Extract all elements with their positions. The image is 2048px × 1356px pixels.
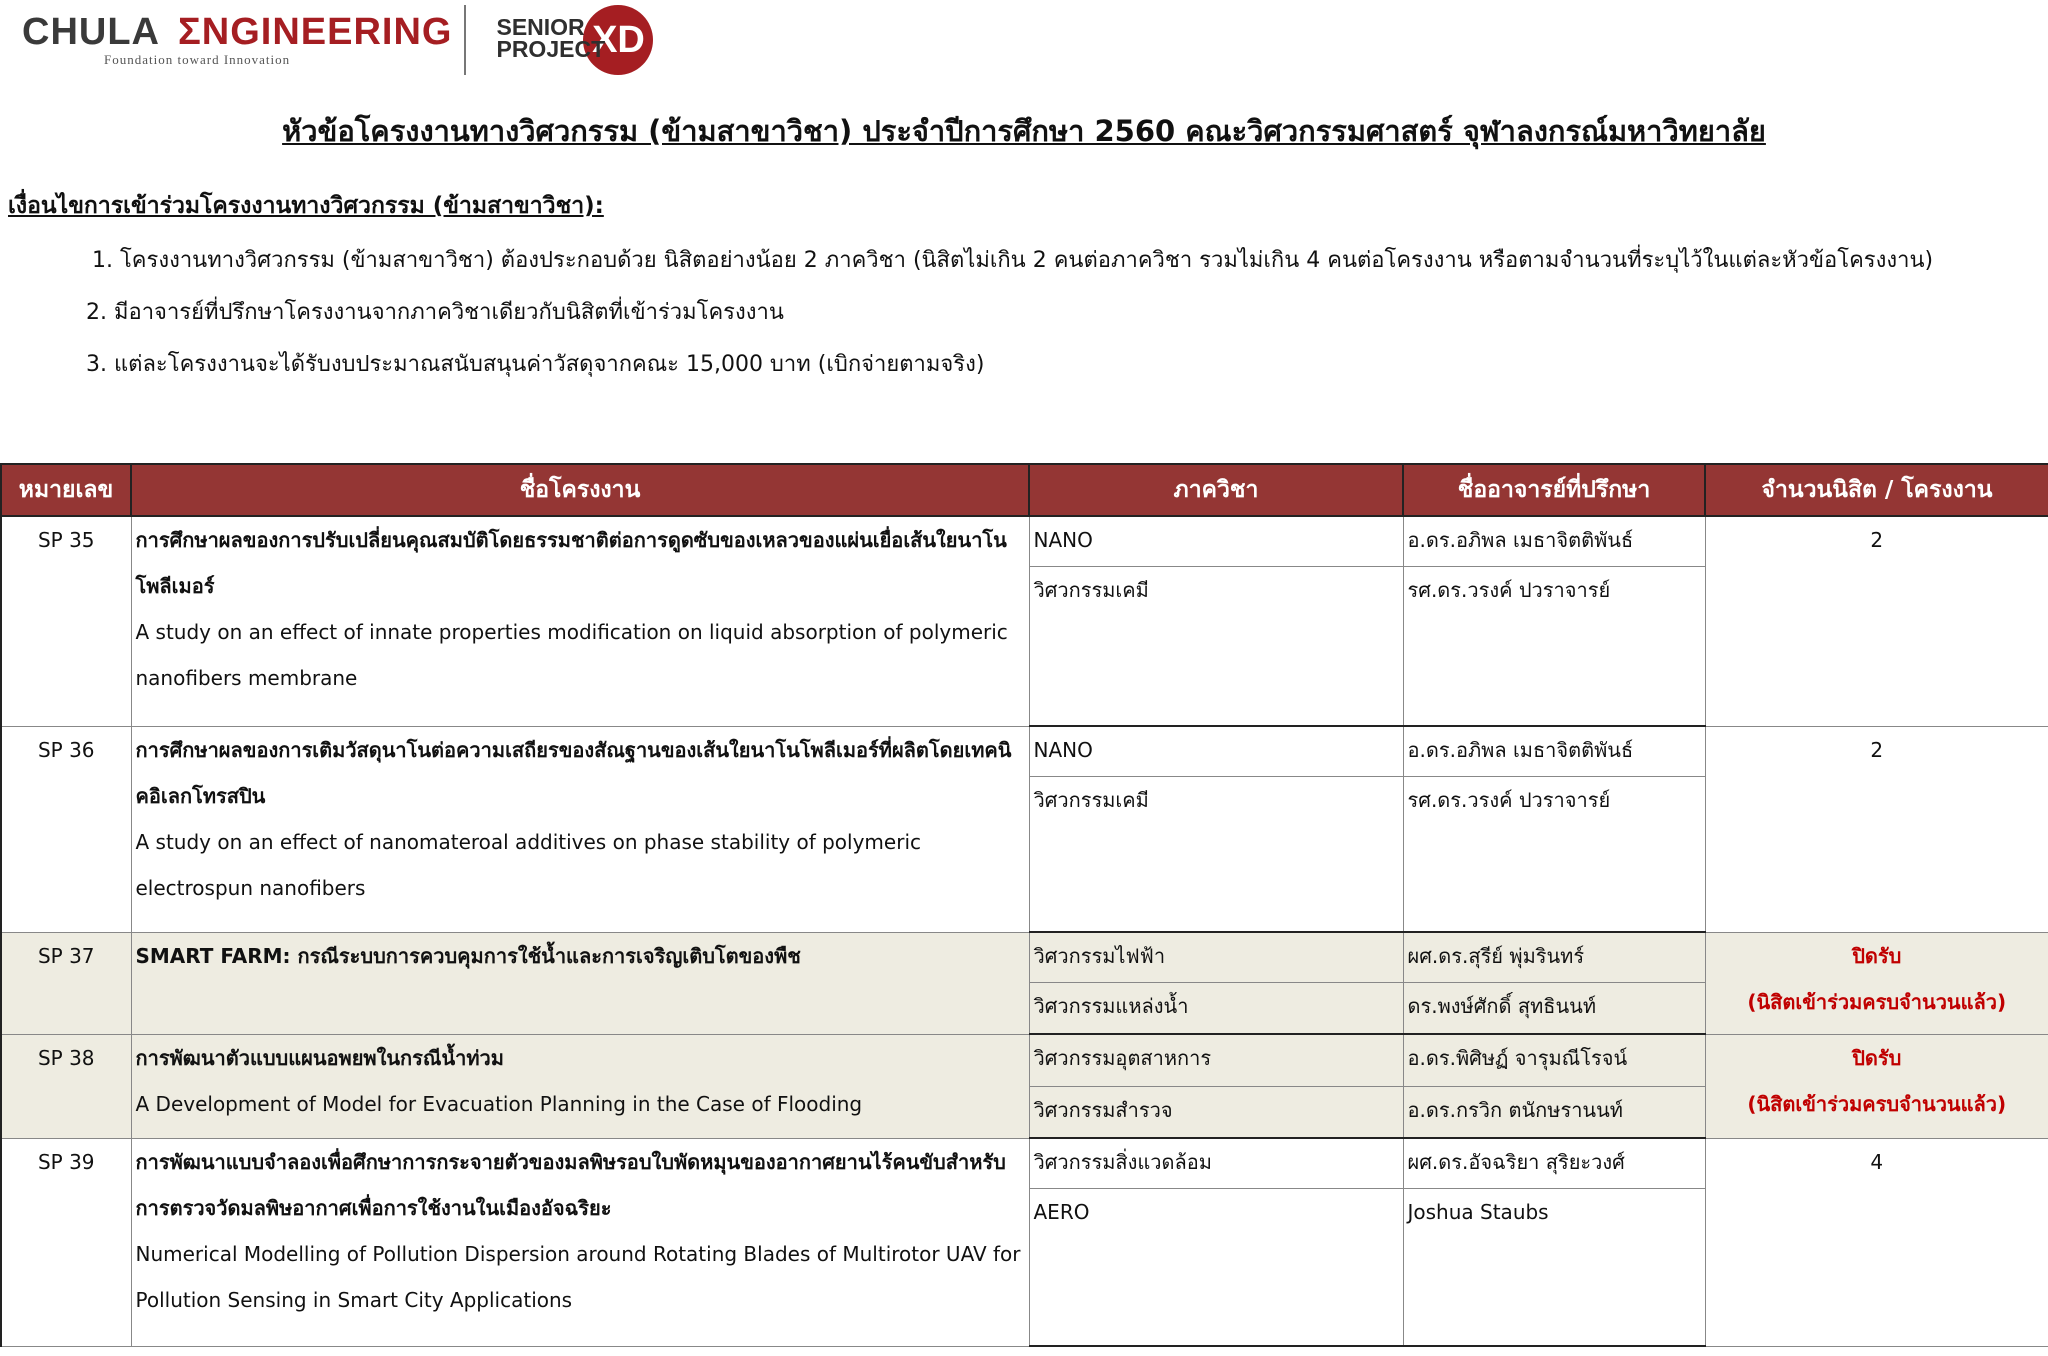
advisor: ผศ.ดร.สุรีย์ พุ่มรินทร์ bbox=[1403, 932, 1705, 982]
project-title bbox=[131, 1034, 1029, 1138]
project-title-english: A Development of Model for Evacuation Planning in the Case of Flooding bbox=[135, 1091, 863, 1116]
project-title bbox=[131, 1138, 1029, 1346]
project-title bbox=[131, 726, 1029, 932]
department: วิศวกรรมแหล่งน้ำ bbox=[1029, 982, 1403, 1034]
project-title-thai: การศึกษาผลของการเติมวัสดุนาโนต่อความเสถียรของสัณฐานของเส้นใยนาโนโพลีเมอร์ที่ผลิตโดยเทคนิคอิเลกโทรสปิน bbox=[135, 737, 1012, 808]
conditions-heading: เงื่อนไขการเข้าร่วมโครงงานทางวิศวกรรม (ข้ามสาขาวิชา): bbox=[8, 193, 604, 219]
senior-project-xd-logo bbox=[488, 5, 663, 75]
project-title-thai: การพัฒนาแบบจำลองเพื่อศึกษาการกระจายตัวของมลพิษรอบใบพัดหมุนของอากาศยานไร้คนขับสำหรับการตรวจวัดมลพิษอากาศเพื่อการใช้งานในเมืองอัจฉริยะ bbox=[135, 1149, 1006, 1220]
project-code: SP 39 bbox=[1, 1138, 131, 1346]
table-row bbox=[1, 516, 2048, 566]
student-count: 2 bbox=[1705, 516, 2048, 726]
student-count: 2 bbox=[1705, 726, 2048, 932]
project-title-english: A study on an effect of innate properties modification on liquid absorption of polymeric nanofibers membrane bbox=[135, 620, 1008, 690]
project-title-thai: SMART FARM: กรณีระบบการควบคุมการใช้น้ำและการเจริญเติบโตของพืช bbox=[135, 943, 801, 968]
table-row bbox=[1, 1138, 2048, 1188]
project-code: SP 37 bbox=[1, 932, 131, 1034]
advisor: ดร.พงษ์ศักดิ์ สุทธินนท์ bbox=[1403, 982, 1705, 1034]
header-student-count: จำนวนนิสิต / โครงงาน bbox=[1705, 464, 2048, 516]
condition-item-2: 2. มีอาจารย์ที่ปรึกษาโครงงานจากภาควิชาเดียวกับนิสิตที่เข้าร่วมโครงงาน bbox=[86, 300, 784, 325]
department: วิศวกรรมเคมี bbox=[1029, 566, 1403, 726]
project-code: SP 35 bbox=[1, 516, 131, 726]
logo-tagline: Foundation toward Innovation bbox=[104, 52, 291, 67]
department: วิศวกรรมสำรวจ bbox=[1029, 1086, 1403, 1138]
student-count bbox=[1705, 1034, 2048, 1138]
advisor: ผศ.ดร.อัจฉริยา สุริยะวงศ์ bbox=[1403, 1138, 1705, 1188]
department: วิศวกรรมสิ่งแวดล้อม bbox=[1029, 1138, 1403, 1188]
logo-divider bbox=[464, 5, 466, 75]
header-code: หมายเลข bbox=[1, 464, 131, 516]
department: AERO bbox=[1029, 1188, 1403, 1346]
table-row bbox=[1, 932, 2048, 982]
logo-project-text: PROJECT bbox=[496, 36, 606, 62]
closed-label: ปิดรับ bbox=[1852, 943, 1902, 968]
table-row bbox=[1, 1034, 2048, 1086]
closed-note: (นิสิตเข้าร่วมครบจำนวนแล้ว) bbox=[1747, 1091, 2007, 1116]
project-title bbox=[131, 932, 1029, 1034]
project-title bbox=[131, 516, 1029, 726]
table-header-row bbox=[1, 464, 2048, 516]
header-department: ภาควิชา bbox=[1029, 464, 1403, 516]
project-title-english: A study on an effect of nanomateroal additives on phase stability of polymeric electrospun nanofibers bbox=[135, 829, 921, 900]
student-count: 4 bbox=[1705, 1138, 2048, 1346]
advisor: อ.ดร.อภิพล เมธาจิตติพันธ์ bbox=[1403, 726, 1705, 776]
department: วิศวกรรมอุตสาหการ bbox=[1029, 1034, 1403, 1086]
projects-table bbox=[0, 463, 2048, 1347]
logo-chula-text: CHULA bbox=[22, 11, 160, 53]
condition-item-3: 3. แต่ละโครงงานจะได้รับงบประมาณสนับสนุนค่าวัสดุจากคณะ 15,000 บาท (เบิกจ่ายตามจริง) bbox=[86, 352, 985, 377]
advisor: รศ.ดร.วรงค์ ปวราจารย์ bbox=[1403, 776, 1705, 932]
logo-senior-text: SENIOR bbox=[496, 14, 585, 40]
condition-item-1: 1. โครงงานทางวิศวกรรม (ข้ามสาขาวิชา) ต้องประกอบด้วย นิสิตอย่างน้อย 2 ภาควิชา (นิสิตไม่เกิน 2 คนต่อภาควิชา รวมไม่เกิน 4 คนต่อโครงงาน หรือตามจำนวนที่ระบุไว้ในแต่ละหัวข้อโครงงาน) bbox=[92, 248, 1934, 273]
project-title-english: Numerical Modelling of Pollution Dispersion around Rotating Blades of Multirotor UAV for Pollution Sensing in Smart City Applications bbox=[135, 1241, 1021, 1312]
header-advisor: ชื่ออาจารย์ที่ปรึกษา bbox=[1403, 464, 1705, 516]
department: วิศวกรรมไฟฟ้า bbox=[1029, 932, 1403, 982]
advisor: รศ.ดร.วรงค์ ปวราจารย์ bbox=[1403, 566, 1705, 726]
department: NANO bbox=[1029, 726, 1403, 776]
advisor: Joshua Staubs bbox=[1403, 1188, 1705, 1346]
header-project-name: ชื่อโครงงาน bbox=[131, 464, 1029, 516]
table-row bbox=[1, 726, 2048, 776]
document-title: หัวข้อโครงงานทางวิศวกรรม (ข้ามสาขาวิชา) ประจำปีการศึกษา 2560 คณะวิศวกรรมศาสตร์ จุฬาลงกรณ์มหาวิทยาลัย bbox=[282, 114, 1766, 148]
advisor: อ.ดร.พิศิษฏ์ จารุมณีโรจน์ bbox=[1403, 1034, 1705, 1086]
logo-engineering-text: ΣNGINEERING bbox=[177, 11, 453, 53]
student-count bbox=[1705, 932, 2048, 1034]
project-code: SP 38 bbox=[1, 1034, 131, 1138]
header bbox=[22, 0, 663, 80]
project-code: SP 36 bbox=[1, 726, 131, 932]
advisor: อ.ดร.กรวิก ตนักษรานนท์ bbox=[1403, 1086, 1705, 1138]
department: NANO bbox=[1029, 516, 1403, 566]
closed-note: (นิสิตเข้าร่วมครบจำนวนแล้ว) bbox=[1747, 989, 2007, 1014]
logo-xd-circle: XD bbox=[583, 5, 653, 75]
department: วิศวกรรมเคมี bbox=[1029, 776, 1403, 932]
closed-label: ปิดรับ bbox=[1852, 1045, 1902, 1070]
chula-engineering-logo bbox=[22, 12, 452, 68]
project-title-thai: การพัฒนาตัวแบบแผนอพยพในกรณีน้ำท่วม bbox=[135, 1045, 504, 1070]
project-title-thai: การศึกษาผลของการปรับเปลี่ยนคุณสมบัติโดยธรรมชาติต่อการดูดซับของเหลวของแผ่นเยื่อเส้นใยนาโนโพลีเมอร์ bbox=[135, 528, 1007, 598]
advisor: อ.ดร.อภิพล เมธาจิตติพันธ์ bbox=[1403, 516, 1705, 566]
